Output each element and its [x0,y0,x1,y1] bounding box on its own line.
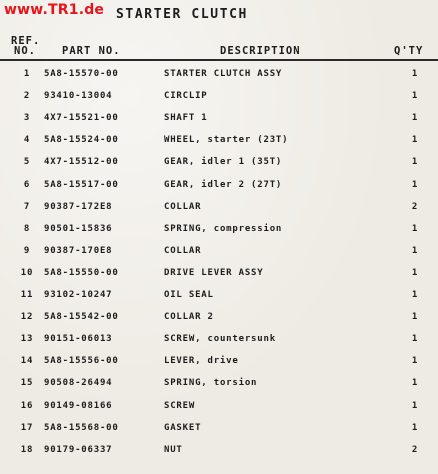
quantity: 1 [411,422,419,433]
table-row [0,286,438,308]
part-description: SCREW [164,400,196,411]
header-no: NO. [14,45,36,57]
quantity: 1 [411,69,419,79]
ref-number: 17 [20,422,34,433]
part-number: 93410-13004 [44,91,113,102]
header-part-no: PART NO. [62,45,121,57]
ref-number: 7 [23,201,31,212]
quantity: 1 [411,400,419,411]
part-description: WHEEL, starter (23T) [164,135,289,146]
ref-number: 18 [20,444,34,455]
ref-number: 3 [23,113,31,124]
header-qty: Q'TY [394,45,424,57]
quantity: 1 [411,290,419,300]
table-row [0,397,438,419]
table-row [0,65,438,87]
ref-number: 11 [20,290,34,300]
page-title: STARTER CLUTCH [116,7,248,22]
part-description: SPRING, torsion [164,378,258,389]
ref-number: 6 [23,179,31,190]
ref-number: 16 [20,400,34,411]
part-description: GEAR, idler 1 (35T) [164,157,283,168]
table-row [0,109,438,131]
part-number: 90501-15836 [44,223,113,234]
part-description: COLLAR 2 [164,312,214,323]
table-row [0,308,438,330]
ref-number: 8 [23,223,31,234]
part-description: GASKET [164,422,202,433]
part-description: COLLAR [164,201,202,212]
part-description: LEVER, drive [164,356,239,367]
ref-number: 1 [23,69,31,79]
quantity: 1 [411,223,419,234]
ref-number: 5 [23,157,31,168]
ref-number: 13 [20,334,34,345]
part-description: DRIVE LEVER ASSY [164,267,264,278]
table-row [0,87,438,109]
part-number: 90387-172E8 [44,201,113,212]
part-number: 90151-06013 [44,334,113,345]
part-description: SPRING, compression [164,223,283,234]
quantity: 1 [411,179,419,190]
quantity: 1 [411,356,419,367]
quantity: 1 [411,135,419,146]
ref-number: 12 [20,312,34,323]
part-number: 5A8-15556-00 [44,356,119,367]
quantity: 1 [411,267,419,278]
table-row [0,374,438,396]
part-description: CIRCLIP [164,91,208,102]
watermark-text[interactable]: www.TR1.de [4,2,105,18]
part-number: 90508-26494 [44,378,113,389]
table-row [0,441,438,463]
table-row [0,220,438,242]
part-number: 5A8-15550-00 [44,267,119,278]
ref-number: 15 [20,378,34,389]
table-row [0,153,438,175]
quantity: 1 [411,334,419,345]
table-row [0,131,438,153]
part-number: 5A8-15524-00 [44,135,119,146]
quantity: 1 [411,113,419,124]
quantity: 1 [411,312,419,323]
part-number: 5A8-15517-00 [44,179,119,190]
part-description: SHAFT 1 [164,113,208,124]
quantity: 2 [411,444,419,455]
header-ref: REF. [11,35,41,47]
part-description: SCREW, countersunk [164,334,276,345]
ref-number: 9 [23,245,31,256]
ref-number: 10 [20,267,34,278]
part-number: 5A8-15542-00 [44,312,119,323]
table-row [0,242,438,264]
ref-number: 2 [23,91,31,102]
table-row [0,330,438,352]
table-row [0,419,438,441]
ref-number: 14 [20,356,34,367]
quantity: 1 [411,245,419,256]
part-description: GEAR, idler 2 (27T) [164,179,283,190]
quantity: 1 [411,157,419,168]
table-row [0,176,438,198]
part-description: NUT [164,444,183,455]
part-number: 90179-06337 [44,444,113,455]
part-number: 5A8-15570-00 [44,69,119,79]
part-description: STARTER CLUTCH ASSY [164,69,283,79]
part-description: COLLAR [164,245,202,256]
header-description: DESCRIPTION [220,45,301,57]
table-row [0,352,438,374]
part-number: 90149-08166 [44,400,113,411]
header-divider [0,59,438,61]
part-number: 4X7-15512-00 [44,157,119,168]
quantity: 2 [411,201,419,212]
table-row [0,198,438,220]
table-row [0,264,438,286]
part-description: OIL SEAL [164,290,214,300]
ref-number: 4 [23,135,31,146]
part-number: 4X7-15521-00 [44,113,119,124]
quantity: 1 [411,91,419,102]
part-number: 90387-170E8 [44,245,113,256]
part-number: 93102-10247 [44,290,113,300]
quantity: 1 [411,378,419,389]
part-number: 5A8-15568-00 [44,422,119,433]
